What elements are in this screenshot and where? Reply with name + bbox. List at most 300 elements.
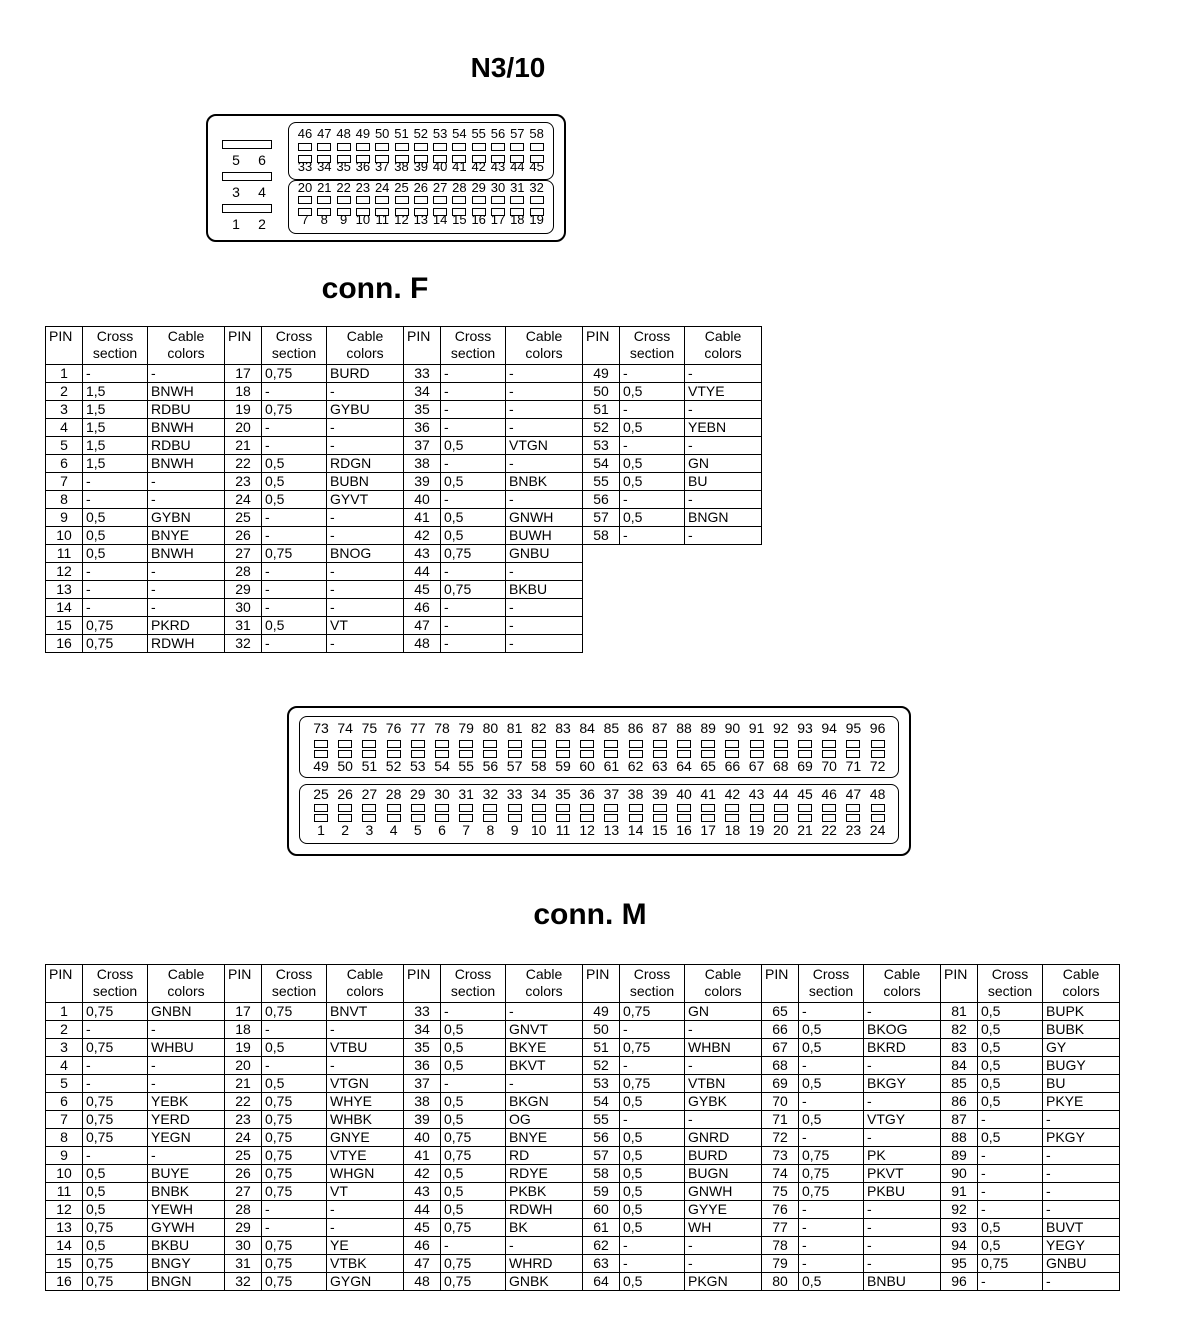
cable-color: BKRD bbox=[864, 1039, 941, 1057]
cable-color: GYVT bbox=[327, 491, 404, 509]
cable-color: - bbox=[148, 1057, 225, 1075]
pin-label: 52 bbox=[413, 126, 429, 141]
pin-number: 58 bbox=[583, 1165, 620, 1183]
pin-number: 46 bbox=[404, 599, 441, 617]
cable-color: VTYE bbox=[685, 383, 762, 401]
header-cross-section: Cross section bbox=[262, 327, 327, 365]
cross-section: 0,5 bbox=[262, 617, 327, 635]
cross-section: 0,5 bbox=[441, 1039, 506, 1057]
cable-color: - bbox=[864, 1201, 941, 1219]
pin-label: 54 bbox=[434, 758, 450, 774]
pin-number: 76 bbox=[762, 1201, 799, 1219]
cross-section: 0,75 bbox=[799, 1165, 864, 1183]
header-pin: PIN bbox=[46, 327, 83, 365]
pin-label: 58 bbox=[529, 126, 544, 141]
pin-label: 40 bbox=[432, 159, 448, 174]
cross-section: 0,75 bbox=[262, 1273, 327, 1291]
pin-slot bbox=[338, 750, 352, 758]
cross-section: 0,75 bbox=[83, 1039, 148, 1057]
table-row bbox=[46, 473, 762, 491]
cable-color: BKVT bbox=[506, 1057, 583, 1075]
pin-label: 70 bbox=[821, 758, 837, 774]
pin-label: 46 bbox=[297, 126, 313, 141]
pin-number: 57 bbox=[583, 1147, 620, 1165]
cable-color: - bbox=[506, 1075, 583, 1093]
pin-number: 24 bbox=[225, 491, 262, 509]
pin-number: 11 bbox=[46, 1183, 83, 1201]
cross-section: 0,5 bbox=[620, 1219, 685, 1237]
pin-label: 33 bbox=[506, 786, 523, 802]
cross-section: - bbox=[620, 491, 685, 509]
pin-number: 35 bbox=[404, 401, 441, 419]
cable-color: - bbox=[327, 1057, 404, 1075]
cable-color: WHBU bbox=[148, 1039, 225, 1057]
cable-color: OG bbox=[506, 1111, 583, 1129]
pin-number: 39 bbox=[404, 1111, 441, 1129]
pin-number: 89 bbox=[941, 1147, 978, 1165]
cable-color: GYBU bbox=[327, 401, 404, 419]
pin-number: 1 bbox=[46, 1003, 83, 1021]
cable-color: BUPK bbox=[1043, 1003, 1120, 1021]
pin-label: 63 bbox=[652, 758, 668, 774]
cross-section: 0,5 bbox=[620, 1165, 685, 1183]
cross-section: 0,75 bbox=[83, 1219, 148, 1237]
pin-number: 6 bbox=[46, 1093, 83, 1111]
cable-color: - bbox=[864, 1255, 941, 1273]
pin-slot bbox=[871, 740, 885, 748]
pin-slot bbox=[556, 750, 570, 758]
pin-slot bbox=[459, 804, 473, 812]
cross-section: 0,5 bbox=[620, 383, 685, 401]
pin-label: 91 bbox=[748, 720, 765, 736]
cable-color: - bbox=[685, 527, 762, 545]
cross-section: - bbox=[262, 1057, 327, 1075]
pin-number: 4 bbox=[46, 419, 83, 437]
cable-color: BKBU bbox=[148, 1237, 225, 1255]
cable-color: WH bbox=[685, 1219, 762, 1237]
pin-label: 50 bbox=[337, 758, 353, 774]
pin-number: 91 bbox=[941, 1183, 978, 1201]
table-row bbox=[46, 1075, 1120, 1093]
cable-color: - bbox=[148, 1075, 225, 1093]
cable-color: - bbox=[1043, 1273, 1120, 1291]
pin-label: 15 bbox=[452, 212, 467, 227]
pin-label: 53 bbox=[410, 758, 426, 774]
pin-label: 61 bbox=[603, 758, 620, 774]
pin-number: 34 bbox=[404, 383, 441, 401]
pin-label: 17 bbox=[490, 212, 506, 227]
pin-label: 56 bbox=[482, 758, 499, 774]
cross-section: 0,75 bbox=[262, 545, 327, 563]
cross-section: 0,5 bbox=[799, 1111, 864, 1129]
pin-label: 66 bbox=[724, 758, 741, 774]
pin-label: 18 bbox=[724, 822, 741, 838]
pin-slot bbox=[677, 750, 691, 758]
pin-slot bbox=[338, 740, 352, 748]
pin-label: 47 bbox=[845, 786, 862, 802]
cable-color: GNWH bbox=[685, 1183, 762, 1201]
pin-number: 25 bbox=[225, 509, 262, 527]
cross-section: - bbox=[441, 635, 506, 653]
pin-number: 77 bbox=[762, 1219, 799, 1237]
pin-number: 50 bbox=[583, 383, 620, 401]
pin-label: 2 bbox=[258, 216, 266, 232]
pin-number: 85 bbox=[941, 1075, 978, 1093]
pin-label: 51 bbox=[394, 126, 409, 141]
pin-number: 78 bbox=[762, 1237, 799, 1255]
connector-m-title: conn. M bbox=[533, 898, 647, 931]
cable-color: BUGN bbox=[685, 1165, 762, 1183]
pin-number: 50 bbox=[583, 1021, 620, 1039]
cross-section: - bbox=[441, 599, 506, 617]
table-row bbox=[46, 1219, 1120, 1237]
pin-number: 2 bbox=[46, 383, 83, 401]
table-row bbox=[46, 599, 762, 617]
cable-color: - bbox=[327, 599, 404, 617]
pin-label: 32 bbox=[529, 180, 544, 195]
header-cable-colors: Cable colors bbox=[327, 327, 404, 365]
table-row bbox=[46, 455, 762, 473]
pin-slot bbox=[472, 143, 486, 151]
pin-label: 1 bbox=[317, 822, 325, 838]
pin-number: 12 bbox=[46, 1201, 83, 1219]
cable-color: - bbox=[685, 365, 762, 383]
pin-label: 25 bbox=[394, 180, 409, 195]
pin-number: 64 bbox=[583, 1273, 620, 1291]
pin-number: 75 bbox=[762, 1183, 799, 1201]
cross-section: 0,75 bbox=[83, 1273, 148, 1291]
cross-section: 0,5 bbox=[441, 1165, 506, 1183]
cable-color: GNBK bbox=[506, 1273, 583, 1291]
cable-color: VT bbox=[327, 617, 404, 635]
pin-label: 13 bbox=[603, 822, 620, 838]
header-pin: PIN bbox=[225, 327, 262, 365]
pin-label: 20 bbox=[297, 180, 313, 195]
cross-section: 0,5 bbox=[620, 419, 685, 437]
pin-number: 15 bbox=[46, 1255, 83, 1273]
cable-color: - bbox=[1043, 1147, 1120, 1165]
pin-slot bbox=[846, 814, 860, 822]
pin-slot bbox=[871, 804, 885, 812]
pin-number: 20 bbox=[225, 1057, 262, 1075]
pin-slot bbox=[387, 814, 401, 822]
pin-label: 48 bbox=[869, 786, 886, 802]
page-title: N3/10 bbox=[470, 52, 546, 83]
cable-color: - bbox=[148, 1021, 225, 1039]
cross-section: 0,5 bbox=[620, 1093, 685, 1111]
pin-label: 31 bbox=[510, 180, 525, 195]
pin-number: 15 bbox=[46, 617, 83, 635]
pin-number: 42 bbox=[404, 527, 441, 545]
cable-color: - bbox=[148, 473, 225, 491]
cross-section: 0,75 bbox=[83, 1129, 148, 1147]
pin-slot bbox=[314, 740, 328, 748]
cross-section: 0,5 bbox=[262, 455, 327, 473]
pin-label: 21 bbox=[317, 180, 332, 195]
pin-label: 72 bbox=[869, 758, 886, 774]
pin-slot bbox=[822, 750, 836, 758]
pin-number: 58 bbox=[583, 527, 620, 545]
pin-number: 45 bbox=[404, 581, 441, 599]
pin-number: 51 bbox=[583, 401, 620, 419]
pin-label: 84 bbox=[579, 720, 595, 736]
pin-label: 45 bbox=[797, 786, 813, 802]
cable-color: BNOG bbox=[327, 545, 404, 563]
pin-slot bbox=[314, 814, 328, 822]
cable-color: GYYE bbox=[685, 1201, 762, 1219]
pin-label: 45 bbox=[529, 159, 544, 174]
pin-slot bbox=[362, 814, 376, 822]
pin-slot bbox=[395, 143, 409, 151]
cable-color: GNWH bbox=[506, 509, 583, 527]
header-cross-section: Cross section bbox=[83, 965, 148, 1003]
pin-number: 5 bbox=[46, 1075, 83, 1093]
table-row bbox=[46, 527, 762, 545]
pin-slot bbox=[411, 740, 425, 748]
pin-slot bbox=[774, 750, 788, 758]
pin-slot bbox=[459, 814, 473, 822]
cross-section: 0,5 bbox=[441, 1201, 506, 1219]
pin-number: 48 bbox=[404, 635, 441, 653]
pin-label: 5 bbox=[232, 152, 240, 168]
empty-cell bbox=[685, 563, 762, 581]
cable-color: BNVT bbox=[327, 1003, 404, 1021]
empty-cell bbox=[685, 617, 762, 635]
cable-color: - bbox=[864, 1003, 941, 1021]
cable-color: VTYE bbox=[327, 1147, 404, 1165]
pin-slot bbox=[750, 804, 764, 812]
pin-slot bbox=[395, 196, 409, 204]
cross-section: - bbox=[262, 635, 327, 653]
cable-color: BNYE bbox=[506, 1129, 583, 1147]
pin-label: 34 bbox=[531, 786, 547, 802]
cable-color: - bbox=[1043, 1111, 1120, 1129]
pin-slot bbox=[725, 750, 739, 758]
pin-label: 13 bbox=[413, 212, 429, 227]
header-cable-colors: Cable colors bbox=[685, 965, 762, 1003]
table-row bbox=[46, 1201, 1120, 1219]
cable-color: - bbox=[1043, 1165, 1120, 1183]
cable-color: - bbox=[506, 635, 583, 653]
pin-number: 21 bbox=[225, 437, 262, 455]
table-row bbox=[46, 1093, 1120, 1111]
pin-slot bbox=[677, 740, 691, 748]
cross-section: - bbox=[620, 1057, 685, 1075]
cross-section: 0,75 bbox=[83, 1111, 148, 1129]
cross-section: 1,5 bbox=[83, 437, 148, 455]
pin-number: 14 bbox=[46, 599, 83, 617]
pin-label: 16 bbox=[471, 212, 486, 227]
pin-label: 8 bbox=[486, 822, 495, 838]
cross-section: - bbox=[83, 563, 148, 581]
pin-label: 94 bbox=[821, 720, 837, 736]
pin-label: 81 bbox=[506, 720, 523, 736]
cross-section: 0,5 bbox=[83, 545, 148, 563]
pin-label: 62 bbox=[627, 758, 644, 774]
cross-section: - bbox=[441, 419, 506, 437]
pin-number: 26 bbox=[225, 1165, 262, 1183]
cross-section: - bbox=[799, 1255, 864, 1273]
pin-number: 45 bbox=[404, 1219, 441, 1237]
cable-color: BNWH bbox=[148, 419, 225, 437]
cross-section: 0,5 bbox=[978, 1021, 1043, 1039]
pin-slot bbox=[338, 814, 352, 822]
pin-label: 8 bbox=[320, 212, 328, 227]
pin-number: 14 bbox=[46, 1237, 83, 1255]
cross-section: - bbox=[620, 527, 685, 545]
header-cross-section: Cross section bbox=[620, 965, 685, 1003]
pin-label: 1 bbox=[232, 216, 240, 232]
pin-slot bbox=[653, 804, 667, 812]
cable-color: - bbox=[864, 1219, 941, 1237]
connector-f-diagram bbox=[206, 114, 566, 242]
pin-slot bbox=[822, 804, 836, 812]
cross-section: - bbox=[262, 419, 327, 437]
empty-cell bbox=[620, 617, 685, 635]
cable-color: PK bbox=[864, 1147, 941, 1165]
cross-section: - bbox=[262, 581, 327, 599]
pin-slot bbox=[387, 750, 401, 758]
table-row bbox=[46, 491, 762, 509]
table-row bbox=[46, 1165, 1120, 1183]
pin-number: 84 bbox=[941, 1057, 978, 1075]
header-cross-section: Cross section bbox=[441, 965, 506, 1003]
pin-number: 56 bbox=[583, 1129, 620, 1147]
cross-section: 0,75 bbox=[441, 1129, 506, 1147]
empty-cell bbox=[620, 635, 685, 653]
pin-label: 49 bbox=[313, 758, 329, 774]
pin-number: 72 bbox=[762, 1129, 799, 1147]
header-pin: PIN bbox=[583, 327, 620, 365]
pin-label: 16 bbox=[676, 822, 692, 838]
pin-label: 43 bbox=[490, 159, 506, 174]
table-row bbox=[46, 1255, 1120, 1273]
pin-slot bbox=[387, 804, 401, 812]
connector-m-table bbox=[45, 964, 1120, 1291]
pin-slot bbox=[414, 143, 428, 151]
cross-section: 1,5 bbox=[83, 401, 148, 419]
cable-color: WHBN bbox=[685, 1039, 762, 1057]
power-pin-slot bbox=[222, 172, 272, 181]
pin-number: 4 bbox=[46, 1057, 83, 1075]
pin-slot bbox=[822, 740, 836, 748]
cross-section: 0,5 bbox=[799, 1021, 864, 1039]
cross-section: 0,5 bbox=[620, 1129, 685, 1147]
pin-number: 27 bbox=[225, 1183, 262, 1201]
pin-number: 63 bbox=[583, 1255, 620, 1273]
pin-label: 67 bbox=[748, 758, 765, 774]
pin-slot bbox=[556, 804, 570, 812]
header-cross-section: Cross section bbox=[978, 965, 1043, 1003]
pin-number: 38 bbox=[404, 1093, 441, 1111]
cable-color: BNGN bbox=[685, 509, 762, 527]
cross-section: 0,5 bbox=[262, 1039, 327, 1057]
cable-color: GYGN bbox=[327, 1273, 404, 1291]
cross-section: 0,5 bbox=[620, 455, 685, 473]
pin-label: 41 bbox=[700, 786, 716, 802]
cable-color: - bbox=[327, 527, 404, 545]
pin-label: 24 bbox=[869, 822, 886, 838]
pin-label: 3 bbox=[365, 822, 374, 838]
pin-number: 73 bbox=[762, 1147, 799, 1165]
pin-slot bbox=[472, 196, 486, 204]
pin-slot bbox=[483, 750, 497, 758]
cable-color: YEWH bbox=[148, 1201, 225, 1219]
pin-number: 81 bbox=[941, 1003, 978, 1021]
cross-section: - bbox=[441, 1237, 506, 1255]
pin-number: 28 bbox=[225, 563, 262, 581]
pin-label: 32 bbox=[482, 786, 499, 802]
cable-color: BUVT bbox=[1043, 1219, 1120, 1237]
pin-slot bbox=[314, 804, 328, 812]
cable-color: PKRD bbox=[148, 617, 225, 635]
pin-slot bbox=[452, 196, 466, 204]
pin-number: 3 bbox=[46, 1039, 83, 1057]
cable-color: WHBK bbox=[327, 1111, 404, 1129]
pin-label: 6 bbox=[258, 152, 266, 168]
pin-label: 43 bbox=[748, 786, 765, 802]
cross-section: 0,5 bbox=[799, 1273, 864, 1291]
table-row bbox=[46, 1003, 1120, 1021]
cable-color: - bbox=[506, 617, 583, 635]
cable-color: - bbox=[864, 1237, 941, 1255]
pin-label: 36 bbox=[355, 159, 371, 174]
pin-number: 20 bbox=[225, 419, 262, 437]
pin-number: 30 bbox=[225, 1237, 262, 1255]
pin-slot bbox=[653, 740, 667, 748]
connector-f-table bbox=[45, 326, 762, 653]
pin-number: 39 bbox=[404, 473, 441, 491]
cross-section: 0,5 bbox=[441, 527, 506, 545]
pin-number: 36 bbox=[404, 1057, 441, 1075]
cross-section: - bbox=[441, 563, 506, 581]
pin-slot bbox=[435, 804, 449, 812]
cross-section: 0,75 bbox=[83, 1255, 148, 1273]
pin-number: 80 bbox=[762, 1273, 799, 1291]
pin-slot bbox=[483, 804, 497, 812]
pin-number: 53 bbox=[583, 437, 620, 455]
cross-section: 0,5 bbox=[441, 509, 506, 527]
cable-color: - bbox=[506, 419, 583, 437]
cable-color: VTGN bbox=[327, 1075, 404, 1093]
pin-number: 55 bbox=[583, 473, 620, 491]
cross-section: 0,5 bbox=[83, 1183, 148, 1201]
cross-section: - bbox=[620, 1237, 685, 1255]
cable-color: - bbox=[864, 1129, 941, 1147]
pin-number: 44 bbox=[404, 1201, 441, 1219]
pin-label: 35 bbox=[555, 786, 571, 802]
cross-section: 0,75 bbox=[262, 1237, 327, 1255]
cross-section: 0,75 bbox=[441, 1255, 506, 1273]
pin-number: 43 bbox=[404, 1183, 441, 1201]
pin-number: 67 bbox=[762, 1039, 799, 1057]
cable-color: RD bbox=[506, 1147, 583, 1165]
cable-color: RDBU bbox=[148, 401, 225, 419]
pin-label: 47 bbox=[317, 126, 332, 141]
table-row bbox=[46, 635, 762, 653]
cable-color: GN bbox=[685, 1003, 762, 1021]
pin-number: 71 bbox=[762, 1111, 799, 1129]
cable-color: PKBK bbox=[506, 1183, 583, 1201]
cable-color: - bbox=[1043, 1201, 1120, 1219]
cable-color: PKYE bbox=[1043, 1093, 1120, 1111]
pin-number: 88 bbox=[941, 1129, 978, 1147]
table-row bbox=[46, 437, 762, 455]
pin-slot bbox=[580, 804, 594, 812]
pin-label: 30 bbox=[490, 180, 506, 195]
pin-label: 25 bbox=[313, 786, 329, 802]
pin-label: 11 bbox=[555, 822, 571, 838]
